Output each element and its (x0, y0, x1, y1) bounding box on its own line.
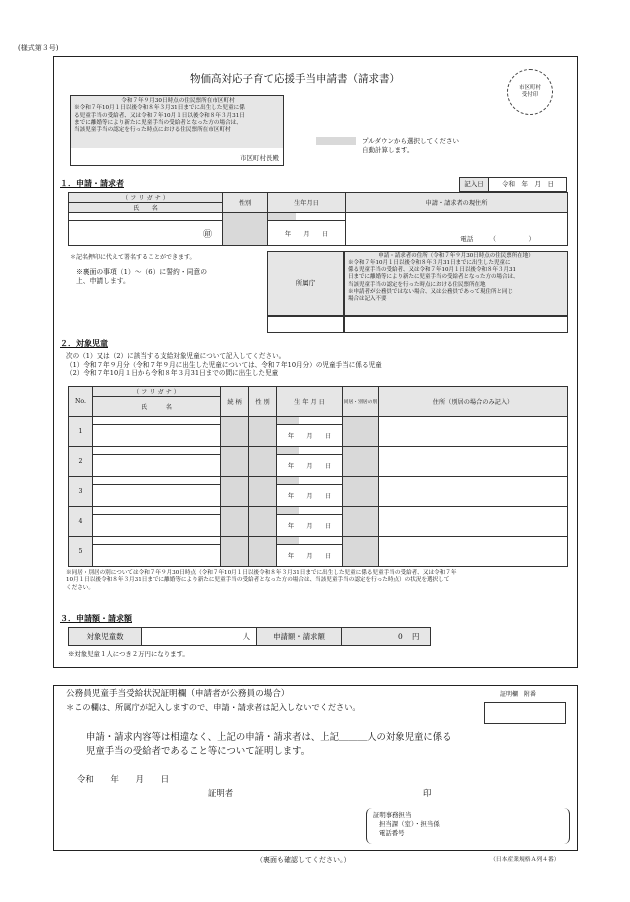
certification-heading: 公務員児童手当受給状況証明欄（申請者が公務員の場合） (66, 689, 290, 699)
child-separate-select[interactable] (343, 507, 379, 537)
certification-contact: 証明事務担当 担当課（室）・担当係 電話番号 (366, 808, 570, 844)
child-furigana-input[interactable] (93, 537, 221, 545)
child-era-cell[interactable] (277, 477, 343, 485)
entry-date-label: 記入日 (460, 178, 489, 191)
amount-note: ※対象児童１人につき２万円になります。 (68, 650, 189, 658)
child-no: 4 (69, 507, 93, 537)
legend-auto-text: 自動計算します。 (362, 146, 414, 154)
certification-body1: 申請・請求内容等は相違なく、上記の申請・請求者は、上記＿＿＿人の対象児童に係る (86, 732, 452, 743)
count-label: 対象児童数 (69, 628, 142, 645)
addressee-lines: 令和７年９月30日時点の住民票所在市区町村 ※令和７年10月１日以後令和８年３月31日までに出生した児童に係 る児童手当の受給者、又は令和７年10月１日以後令和８年３月31日 までに離婚等により新たに児童手当の受給者となった方の場合は、 当該児童手当の認定を行った時点における住民票所在市区町村 (74, 98, 245, 134)
child-gender-select[interactable] (249, 417, 277, 447)
child-address-input[interactable] (379, 477, 568, 507)
child-no: 2 (69, 447, 93, 477)
section2-intro: 次の（1）又は（2）に該当する支給対象児童について記入してください。 （1）令和７年９月分（令和７年９月に出生した児童については、令和７年10月分）の児童手当に係る児童 （2）令和７年10月１日から令和８年３月31日までの間に出生した児童 (66, 352, 382, 378)
children-no-header: No. (69, 387, 93, 417)
applicant-furigana-input[interactable] (69, 213, 223, 221)
legend-dropdown-text: プルダウンから選択してください (362, 137, 459, 145)
children-footnote: ※同居・別居の別については令和７年９月30日時点（令和７年10月１日以後令和８年３月31日までに出生した児童に係る児童手当の受給者、又は令和７年 10月１日以後令和８年３月31日までに離婚等により新たに児童手当の受給者となった方の場合は、当該児童手当の認定を行った時点）の状況を選択して ください。 (66, 570, 457, 591)
residence-note: 申請・請求者の住所（令和７年９月30日時点の住民票所在地） ※令和７年10月１日以後令和８年３月31日までに出生した児童に 係る児童手当の受給者、又は令和７年10月１日以後令和８年３月31 日までに離婚等により新たに児童手当の受給者となった方の場合は、 当該児童手当の認定を行った時点における住民票所在地 ※申請者が公務員ではない場合、又は公務員であって現住所と同じ 場合は記入不要 (344, 251, 568, 316)
child-furigana-input[interactable] (93, 447, 221, 455)
child-row (69, 507, 568, 515)
applicant-gender-select[interactable] (223, 213, 268, 246)
child-gender-select[interactable] (249, 537, 277, 567)
child-separate-select[interactable] (343, 417, 379, 447)
child-no: 3 (69, 477, 93, 507)
child-relation-select[interactable] (221, 477, 249, 507)
child-dob-input[interactable]: 年 月 日 (277, 425, 343, 447)
addressee-box (70, 95, 284, 166)
children-table (68, 386, 568, 567)
child-address-input[interactable] (379, 447, 568, 477)
child-furigana-input[interactable] (93, 477, 221, 485)
section3-heading: ３．申請額・請求額 (60, 613, 132, 623)
child-no: 1 (69, 417, 93, 447)
child-relation-select[interactable] (221, 537, 249, 567)
applicant-gender-header: 性別 (223, 193, 268, 213)
child-era-cell[interactable] (277, 537, 343, 545)
children-separate-header: 同居・別居の別 (343, 387, 379, 417)
residence-input[interactable] (344, 316, 568, 333)
count-unit: 人 (242, 632, 250, 641)
child-name-input[interactable] (93, 425, 221, 447)
child-relation-select[interactable] (221, 507, 249, 537)
section2-heading: ２．対象児童 (60, 338, 108, 348)
reception-stamp (507, 69, 553, 115)
entry-date-value[interactable]: 令和 年 月 日 (502, 180, 554, 189)
applicant-address-header: 申請・請求者の現住所 (346, 193, 568, 213)
child-era-cell[interactable] (277, 507, 343, 515)
amount-value: 0 (398, 632, 403, 641)
stamp-line2: 受付印 (521, 92, 539, 98)
amount-row (68, 627, 431, 646)
pledge-text: ※裏面の事項（1）～（6）に誓約・同意の 上、申請します。 (76, 268, 207, 285)
applicant-era-cell[interactable] (268, 213, 346, 221)
child-separate-select[interactable] (343, 477, 379, 507)
applicant-table (68, 192, 568, 246)
child-name-input[interactable] (93, 515, 221, 537)
form-number: (様式第３号) (18, 44, 59, 52)
agency-input[interactable] (267, 316, 344, 333)
child-row (69, 537, 568, 545)
child-row (69, 417, 568, 425)
child-era-cell[interactable] (277, 447, 343, 455)
child-relation-select[interactable] (221, 417, 249, 447)
certification-ref-box[interactable] (484, 702, 566, 724)
child-dob-input[interactable]: 年 月 日 (277, 545, 343, 567)
stamp-line1: 市区町村 (518, 85, 541, 92)
certification-body2: 児童手当の受給者であること等について証明します。 (86, 746, 311, 757)
applicant-name-header: 氏 名 (69, 203, 223, 213)
child-furigana-input[interactable] (93, 417, 221, 425)
child-separate-select[interactable] (343, 447, 379, 477)
certifier-label: 証明者 (208, 788, 234, 798)
child-gender-select[interactable] (249, 507, 277, 537)
child-row (69, 477, 568, 485)
footer-center: （裏面も確認してください。） (256, 856, 351, 864)
seal-mark: ㊞ (202, 229, 212, 240)
child-era-cell[interactable] (277, 417, 343, 425)
children-name-header: 氏 名 (93, 397, 221, 417)
form-title: 物価高対応子育て応援手当申請書（請求書） (190, 73, 400, 85)
children-furigana-header: （ フ リ ガ ナ ） (93, 387, 221, 397)
child-dob-input[interactable]: 年 月 日 (277, 455, 343, 477)
chief-addressee: 市区町村長殿 (240, 153, 279, 162)
child-address-input[interactable] (379, 507, 568, 537)
applicant-dob-header: 生年月日 (268, 193, 346, 213)
certification-date: 令和 年 月 日 (77, 774, 170, 784)
applicant-name-input[interactable] (69, 221, 223, 246)
amount-unit: 円 (412, 632, 420, 641)
children-gender-header: 性 別 (249, 387, 277, 417)
amount-label: 申請額・請求額 (257, 628, 342, 645)
applicant-address-input[interactable] (346, 213, 568, 246)
child-address-input[interactable] (379, 537, 568, 567)
child-relation-select[interactable] (221, 447, 249, 477)
entry-date-box (459, 177, 567, 192)
child-name-input[interactable] (93, 485, 221, 507)
agency-label: 所属庁 (267, 251, 344, 316)
child-gender-select[interactable] (249, 477, 277, 507)
children-address-header: 住所（別居の場合のみ記入） (379, 387, 568, 417)
children-rows (69, 417, 568, 567)
section1-heading: １．申請・請求者 (60, 178, 124, 188)
legend-swatch-dropdown (316, 137, 356, 145)
applicant-furigana-header: （ フ リ ガ ナ ） (69, 193, 223, 203)
children-dob-header: 生 年 月 日 (277, 387, 343, 417)
applicant-dob-input[interactable]: 年 月 日 (268, 221, 346, 246)
child-separate-select[interactable] (343, 537, 379, 567)
legend-swatch-auto (316, 147, 356, 155)
child-furigana-input[interactable] (93, 507, 221, 515)
sign-note: ＊記名押印に代えて署名することができます。 (70, 254, 196, 261)
child-dob-input[interactable]: 年 月 日 (277, 515, 343, 537)
child-gender-select[interactable] (249, 447, 277, 477)
certification-note: ＊この欄は、所属庁が記入しますので、申請・請求者は記入しないでください。 (66, 702, 361, 712)
child-no: 5 (69, 537, 93, 567)
certifier-seal: 印 (423, 788, 432, 798)
child-name-input[interactable] (93, 455, 221, 477)
applicant-phone: 電話 （ ） (460, 234, 535, 243)
certification-ref-label: 証明欄 附番 (500, 691, 537, 698)
children-relation-header: 続 柄 (221, 387, 249, 417)
child-name-input[interactable] (93, 545, 221, 567)
child-address-input[interactable] (379, 417, 568, 447)
count-input[interactable] (142, 628, 257, 645)
child-dob-input[interactable]: 年 月 日 (277, 485, 343, 507)
footer-right: （日本産業規格Ａ列４番） (490, 857, 560, 863)
child-row (69, 447, 568, 455)
